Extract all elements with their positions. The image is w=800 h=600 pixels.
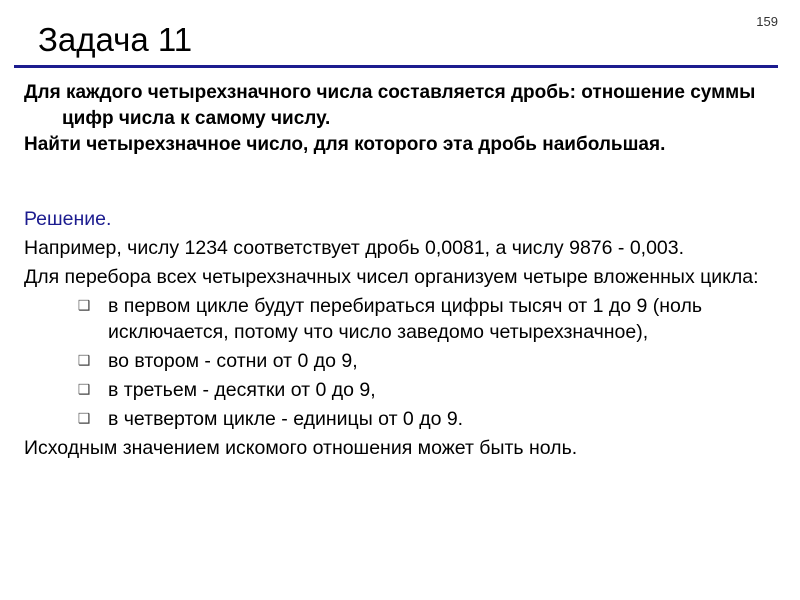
solution-example: Например, числу 1234 соответствует дробь 0,0081, а числу 9876 - 0,003. xyxy=(24,237,685,259)
list-item-text: в четвертом цикле - единицы от 0 до 9. xyxy=(108,408,464,430)
box-bullet-icon: ❑ xyxy=(77,353,91,369)
solution-initial-value: Исходным значением искомого отношения может быть ноль. xyxy=(24,437,578,459)
list-item xyxy=(24,293,774,345)
list-item xyxy=(24,406,774,432)
slide-title: Задача 11 xyxy=(38,21,193,58)
box-bullet-icon: ❑ xyxy=(77,411,91,427)
task-line: Найти четырехзначное число, для которого эта дробь наибольшая. xyxy=(24,134,666,155)
list-item xyxy=(24,377,774,403)
list-item-text: во втором - сотни от 0 до 9, xyxy=(108,350,358,372)
solution-section xyxy=(24,206,774,464)
task-line: Для каждого четырехзначного числа составляется дробь: отношение суммы цифр числа к самому числу. xyxy=(24,82,756,129)
solution-loops-intro: Для перебора всех четырехзначных чисел организуем четыре вложенных цикла: xyxy=(24,266,759,288)
box-bullet-icon: ❑ xyxy=(77,382,91,398)
list-item-text: в третьем - десятки от 0 до 9, xyxy=(108,379,376,401)
box-bullet-icon: ❑ xyxy=(77,298,91,314)
list-item xyxy=(24,348,774,374)
list-item-text: в первом цикле будут перебираться цифры тысяч от 1 до 9 (ноль исключается, потому что число заведомо четырехзначное), xyxy=(108,295,702,343)
solution-heading: Решение. xyxy=(24,208,112,230)
title-divider xyxy=(14,65,778,68)
task-statement xyxy=(24,80,764,158)
loop-bullet-list xyxy=(24,293,774,432)
page-number: 159 xyxy=(756,14,778,29)
